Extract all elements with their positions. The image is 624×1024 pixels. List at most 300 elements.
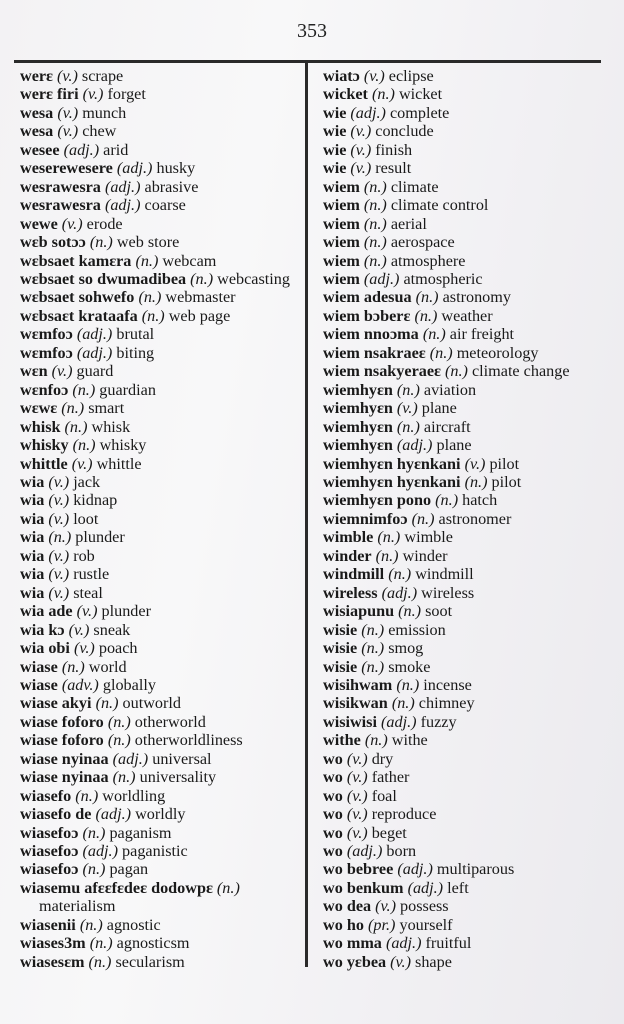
part-of-speech: (v.) [346, 749, 368, 768]
gloss: web store [116, 233, 180, 252]
part-of-speech: (v.) [346, 823, 368, 842]
headword: wo [323, 842, 343, 861]
dictionary-entry [323, 510, 613, 528]
gloss: scrape [81, 67, 124, 85]
part-of-speech: (adj.) [104, 177, 141, 196]
dictionary-entry [20, 67, 300, 85]
gloss: wicket [398, 85, 443, 104]
dictionary-entry [20, 325, 300, 343]
part-of-speech: (v.) [76, 602, 98, 621]
headword: wiase foforo [20, 712, 104, 731]
headword: wia ade [20, 602, 73, 621]
headword: wo ho [323, 915, 364, 934]
headword: wɛn [20, 362, 48, 381]
part-of-speech: (v.) [71, 454, 93, 473]
headword: wiase [20, 657, 58, 676]
dictionary-entry [20, 584, 300, 602]
gloss: fuzzy [420, 712, 457, 731]
headword: wo [323, 749, 343, 768]
part-of-speech: (v.) [68, 620, 90, 639]
gloss: aerial [390, 214, 427, 233]
gloss: brutal [116, 325, 155, 344]
part-of-speech: (n.) [72, 380, 96, 399]
headword: wɛbsaet sohwefo [20, 288, 135, 307]
headword: wiemnimfoɔ [323, 509, 408, 528]
part-of-speech: (adj.) [350, 103, 386, 122]
gloss: shape [415, 952, 452, 971]
gloss: universal [152, 749, 212, 768]
gloss: wimble [404, 528, 453, 547]
part-of-speech: (n.) [48, 528, 72, 547]
gloss: soot [425, 602, 453, 621]
part-of-speech: (n.) [135, 251, 159, 270]
dictionary-entry [20, 196, 300, 214]
dictionary-entry [20, 233, 300, 251]
dictionary-entry [20, 491, 300, 509]
part-of-speech: (adj.) [363, 269, 400, 288]
dictionary-entry [323, 916, 613, 934]
gloss: yourself [399, 915, 453, 934]
dictionary-entry [20, 418, 300, 436]
headword: wia [20, 509, 45, 528]
gloss: biting [116, 343, 155, 362]
gloss: emission [388, 620, 446, 639]
dictionary-entry [20, 436, 300, 454]
gloss: wireless [421, 583, 475, 602]
dictionary-entry [20, 473, 300, 491]
part-of-speech: (n.) [411, 509, 435, 528]
part-of-speech: (n.) [107, 731, 131, 750]
headword: wiem [323, 177, 360, 196]
headword: wia [20, 583, 45, 602]
part-of-speech: (n.) [415, 288, 439, 307]
headword: wie [323, 140, 347, 159]
headword: winder [323, 546, 372, 565]
gloss: eclipse [388, 67, 434, 85]
dictionary-entry [323, 85, 613, 103]
gloss: plane [436, 436, 472, 455]
dictionary-entry [20, 104, 300, 122]
headword: wiem nsakraeɛ [323, 343, 426, 362]
dictionary-entry [323, 252, 613, 270]
dictionary-entry [323, 639, 613, 657]
dictionary-entry [323, 399, 613, 417]
dictionary-entry [323, 67, 613, 85]
gloss: webcam [162, 251, 217, 270]
part-of-speech: (v.) [48, 583, 70, 602]
part-of-speech: (n.) [445, 362, 468, 381]
part-of-speech: (adj.) [381, 583, 418, 602]
dictionary-entry [20, 750, 300, 768]
gloss: foal [371, 786, 397, 805]
dictionary-entry [323, 860, 613, 878]
dictionary-entry [323, 436, 613, 454]
gloss: rob [73, 546, 95, 565]
part-of-speech: (v.) [61, 214, 83, 233]
dictionary-entry [20, 731, 300, 749]
headword: wie [323, 159, 347, 178]
headword: wiemhyɛn pono [323, 491, 432, 510]
gloss: otherworld [134, 712, 206, 731]
part-of-speech: (n.) [61, 657, 85, 676]
gloss: complete [389, 103, 450, 122]
dictionary-entry [323, 178, 613, 196]
headword: wisikwan [323, 694, 388, 713]
headword: wɛbsaɛt krataafa [20, 306, 138, 325]
part-of-speech: (v.) [48, 491, 70, 510]
part-of-speech: (adj.) [385, 934, 422, 953]
gloss: whisk [91, 417, 131, 436]
part-of-speech: (adj.) [76, 325, 113, 344]
headword: wiasefo [20, 786, 72, 805]
dictionary-entry [20, 860, 300, 878]
headword: wo bebree [323, 860, 394, 879]
part-of-speech: (n.) [363, 177, 387, 196]
part-of-speech: (adj.) [407, 878, 444, 897]
gloss: abrasive [144, 177, 199, 196]
gloss: jack [73, 472, 101, 491]
part-of-speech: (n.) [435, 491, 459, 510]
part-of-speech: (adj.) [104, 196, 141, 215]
headword: wɛbsaet so dwumadibea [20, 269, 187, 288]
part-of-speech: (n.) [429, 343, 453, 362]
part-of-speech: (v.) [390, 952, 411, 971]
part-of-speech: (v.) [350, 122, 372, 141]
headword: wiasefo de [20, 805, 92, 824]
gloss: sneak [93, 620, 131, 639]
gloss: climate change [471, 362, 570, 381]
dictionary-entry [20, 621, 300, 639]
gloss: smart [88, 399, 125, 418]
dictionary-entry [323, 805, 613, 823]
dictionary-entry [20, 455, 300, 473]
dictionary-entry [323, 547, 613, 565]
gloss: reproduce [371, 805, 437, 824]
headword: wiase foforo [20, 731, 104, 750]
part-of-speech: (adj.) [346, 842, 383, 861]
gloss: pilot [489, 454, 520, 473]
gloss: withe [391, 731, 428, 750]
gloss: secularism [115, 952, 185, 971]
dictionary-entry [323, 750, 613, 768]
part-of-speech: (n.) [190, 269, 214, 288]
headword: wia [20, 491, 45, 510]
part-of-speech: (n.) [396, 417, 420, 436]
headword: wɛmfoɔ [20, 325, 73, 344]
left-column [20, 67, 300, 971]
part-of-speech: (adj.) [381, 712, 417, 731]
part-of-speech: (n.) [88, 952, 112, 971]
gloss: possess [400, 897, 449, 916]
gloss: windmill [415, 565, 474, 584]
part-of-speech: (v.) [346, 805, 368, 824]
headword: wɛbsaet kamɛra [20, 251, 132, 270]
headword: wo [323, 786, 343, 805]
part-of-speech: (n.) [61, 399, 85, 418]
headword: windmill [323, 565, 385, 584]
part-of-speech: (n.) [396, 675, 420, 694]
part-of-speech: (n.) [361, 620, 385, 639]
part-of-speech: (adj.) [63, 140, 100, 159]
part-of-speech: (v.) [51, 362, 73, 381]
part-of-speech: (n.) [398, 602, 422, 621]
dictionary-entry [323, 455, 613, 473]
dictionary-entry [20, 639, 300, 657]
headword: wɛb sotɔɔ [20, 233, 86, 252]
part-of-speech: (v.) [48, 472, 70, 491]
dictionary-entry [20, 658, 300, 676]
headword: wireless [323, 583, 378, 602]
part-of-speech: (v.) [350, 159, 372, 178]
part-of-speech: (v.) [57, 103, 79, 122]
part-of-speech: (adv.) [61, 675, 99, 694]
headword: wo [323, 823, 343, 842]
headword: wiem [323, 233, 360, 252]
dictionary-entry [323, 288, 613, 306]
part-of-speech: (n.) [75, 786, 99, 805]
part-of-speech: (n.) [361, 639, 385, 658]
dictionary-entry [323, 934, 613, 952]
gloss: born [386, 842, 417, 861]
headword: wiem [323, 196, 360, 215]
headword: wɛwɛ [20, 399, 58, 418]
gloss: otherworldliness [134, 731, 243, 750]
dictionary-entry [20, 141, 300, 159]
gloss: globally [102, 675, 156, 694]
headword: wo mma [323, 934, 382, 953]
gloss: atmosphere [390, 251, 466, 270]
headword: wisie [323, 657, 358, 676]
headword: whisk [20, 417, 61, 436]
headword: wiatɔ [323, 67, 360, 85]
headword: wiem [323, 269, 360, 288]
dictionary-entry [20, 805, 300, 823]
part-of-speech: (n.) [414, 306, 438, 325]
dictionary-entry [323, 602, 613, 620]
headword: weserewesere [20, 159, 113, 178]
part-of-speech: (n.) [364, 731, 388, 750]
headword: wicket [323, 85, 368, 104]
headword: wiasemu afɛɛfɛdeɛ dodowpɛ [20, 878, 213, 897]
dictionary-entry [20, 399, 300, 417]
dictionary-entry [20, 842, 300, 860]
gloss: conclude [375, 122, 434, 141]
headword: wiemhyɛn [323, 399, 393, 418]
part-of-speech: (n.) [388, 565, 412, 584]
headword: wiem bɔberɛ [323, 306, 411, 325]
gloss: plunder [75, 528, 125, 547]
column-divider [305, 62, 308, 967]
dictionary-entry [323, 491, 613, 509]
headword: wiasesɛm [20, 952, 85, 971]
dictionary-entry [323, 344, 613, 362]
gloss: aircraft [423, 417, 471, 436]
gloss: guard [76, 362, 114, 381]
gloss: result [375, 159, 412, 178]
headword: wiem [323, 251, 360, 270]
headword: whisky [20, 436, 69, 455]
dictionary-entry [20, 381, 300, 399]
headword: wiasefoɔ [20, 823, 79, 842]
part-of-speech: (n.) [363, 196, 387, 215]
headword: wiase [20, 675, 58, 694]
dictionary-entry [323, 842, 613, 860]
dictionary-entry [20, 215, 300, 233]
gloss: poach [98, 639, 138, 658]
part-of-speech: (n.) [107, 712, 131, 731]
gloss: multiparous [436, 860, 515, 879]
dictionary-entry [20, 122, 300, 140]
gloss: chimney [418, 694, 475, 713]
headword: wesa [20, 103, 54, 122]
headword: wo yɛbea [323, 952, 387, 971]
headword: wia kɔ [20, 620, 65, 639]
dictionary-entry [323, 122, 613, 140]
gloss: weather [441, 306, 493, 325]
part-of-speech: (n.) [89, 233, 113, 252]
dictionary-entry [323, 159, 613, 177]
gloss: plane [421, 399, 457, 418]
gloss: beget [371, 823, 407, 842]
gloss: munch [82, 103, 127, 122]
dictionary-entry [20, 768, 300, 786]
part-of-speech: (v.) [464, 454, 486, 473]
dictionary-entry [323, 731, 613, 749]
dictionary-entry [323, 528, 613, 546]
dictionary-entry [20, 934, 300, 952]
part-of-speech: (v.) [375, 897, 396, 916]
part-of-speech: (n.) [79, 915, 103, 934]
part-of-speech: (n.) [361, 657, 385, 676]
gloss: materialism [39, 897, 116, 916]
part-of-speech: (n.) [89, 934, 113, 953]
headword: wesee [20, 140, 60, 159]
right-column [323, 67, 613, 971]
gloss: hatch [462, 491, 498, 510]
gloss: universality [139, 768, 217, 787]
gloss: climate [390, 177, 439, 196]
gloss: chew [82, 122, 117, 141]
headword: werɛ firi [20, 85, 79, 104]
dictionary-entry [323, 953, 613, 971]
headword: wiemhyɛn [323, 417, 393, 436]
headword: wie [323, 122, 347, 141]
headword: wo benkum [323, 878, 404, 897]
headword: whittle [20, 454, 68, 473]
gloss: guardian [99, 380, 156, 399]
gloss: whisky [99, 436, 147, 455]
headword: wɛmfoɔ [20, 343, 73, 362]
dictionary-entry [20, 252, 300, 270]
part-of-speech: (v.) [346, 768, 368, 787]
headword: wia [20, 565, 45, 584]
gloss: aerospace [390, 233, 455, 252]
dictionary-entry [323, 381, 613, 399]
dictionary-entry [323, 141, 613, 159]
dictionary-entry [323, 621, 613, 639]
gloss: air freight [449, 325, 515, 344]
gloss: worldling [102, 786, 166, 805]
dictionary-entry [20, 307, 300, 325]
gloss: webcasting [217, 269, 290, 288]
headword: wiem nsakyeraeɛ [323, 362, 441, 381]
headword: wimble [323, 528, 374, 547]
gloss: world [88, 657, 127, 676]
gloss: astronomer [438, 509, 512, 528]
gloss: atmospheric [403, 269, 483, 288]
part-of-speech: (adj.) [112, 749, 149, 768]
dictionary-entry [323, 325, 613, 343]
part-of-speech: (n.) [372, 85, 395, 104]
gloss: arid [103, 140, 129, 159]
headword: wiem nnoɔma [323, 325, 419, 344]
dictionary-entry [323, 473, 613, 491]
dictionary-entry [323, 584, 613, 602]
part-of-speech: (n.) [138, 288, 162, 307]
headword: wesa [20, 122, 54, 141]
headword: wesrawesra [20, 177, 101, 196]
part-of-speech: (adj.) [82, 842, 118, 861]
gloss: fruitful [425, 934, 472, 953]
part-of-speech: (n.) [363, 233, 387, 252]
headword: wiase nyinaa [20, 768, 109, 787]
headword: wɛnfoɔ [20, 380, 69, 399]
dictionary-entry [20, 787, 300, 805]
gloss: climate control [390, 196, 489, 215]
part-of-speech: (v.) [48, 509, 70, 528]
part-of-speech: (n.) [375, 546, 399, 565]
gloss: smoke [388, 657, 431, 676]
dictionary-entry [20, 602, 300, 620]
headword: wiasenii [20, 915, 76, 934]
gloss: webmaster [165, 288, 236, 307]
dictionary-entry [323, 879, 613, 897]
headword: wewe [20, 214, 58, 233]
gloss: dry [371, 749, 394, 768]
part-of-speech: (v.) [73, 639, 95, 658]
dictionary-entry [20, 344, 300, 362]
headword: werɛ [20, 67, 53, 85]
gloss: rustle [73, 565, 110, 584]
part-of-speech: (v.) [57, 122, 79, 141]
headword: wiase akyi [20, 694, 92, 713]
dictionary-entry [323, 270, 613, 288]
gloss: incense [423, 675, 472, 694]
gloss: whittle [96, 454, 142, 473]
part-of-speech: (n.) [363, 251, 387, 270]
headword: wo [323, 768, 343, 787]
gloss: pagan [109, 860, 149, 879]
dictionary-entry [20, 547, 300, 565]
headword: wiem adesua [323, 288, 412, 307]
part-of-speech: (n.) [363, 214, 387, 233]
part-of-speech: (adj.) [95, 805, 132, 824]
dictionary-entry [20, 713, 300, 731]
headword: wisihwam [323, 675, 393, 694]
headword: wiemhyɛn hyɛnkani [323, 454, 461, 473]
dictionary-entry [20, 916, 300, 934]
gloss: winder [402, 546, 448, 565]
dictionary-entry [20, 565, 300, 583]
gloss: forget [107, 85, 146, 104]
gloss: husky [156, 159, 196, 178]
dictionary-entry [20, 824, 300, 842]
headword: wie [323, 103, 347, 122]
dictionary-entry [323, 104, 613, 122]
dictionary-entry [323, 233, 613, 251]
gloss: loot [73, 509, 99, 528]
part-of-speech: (adj.) [397, 860, 433, 879]
